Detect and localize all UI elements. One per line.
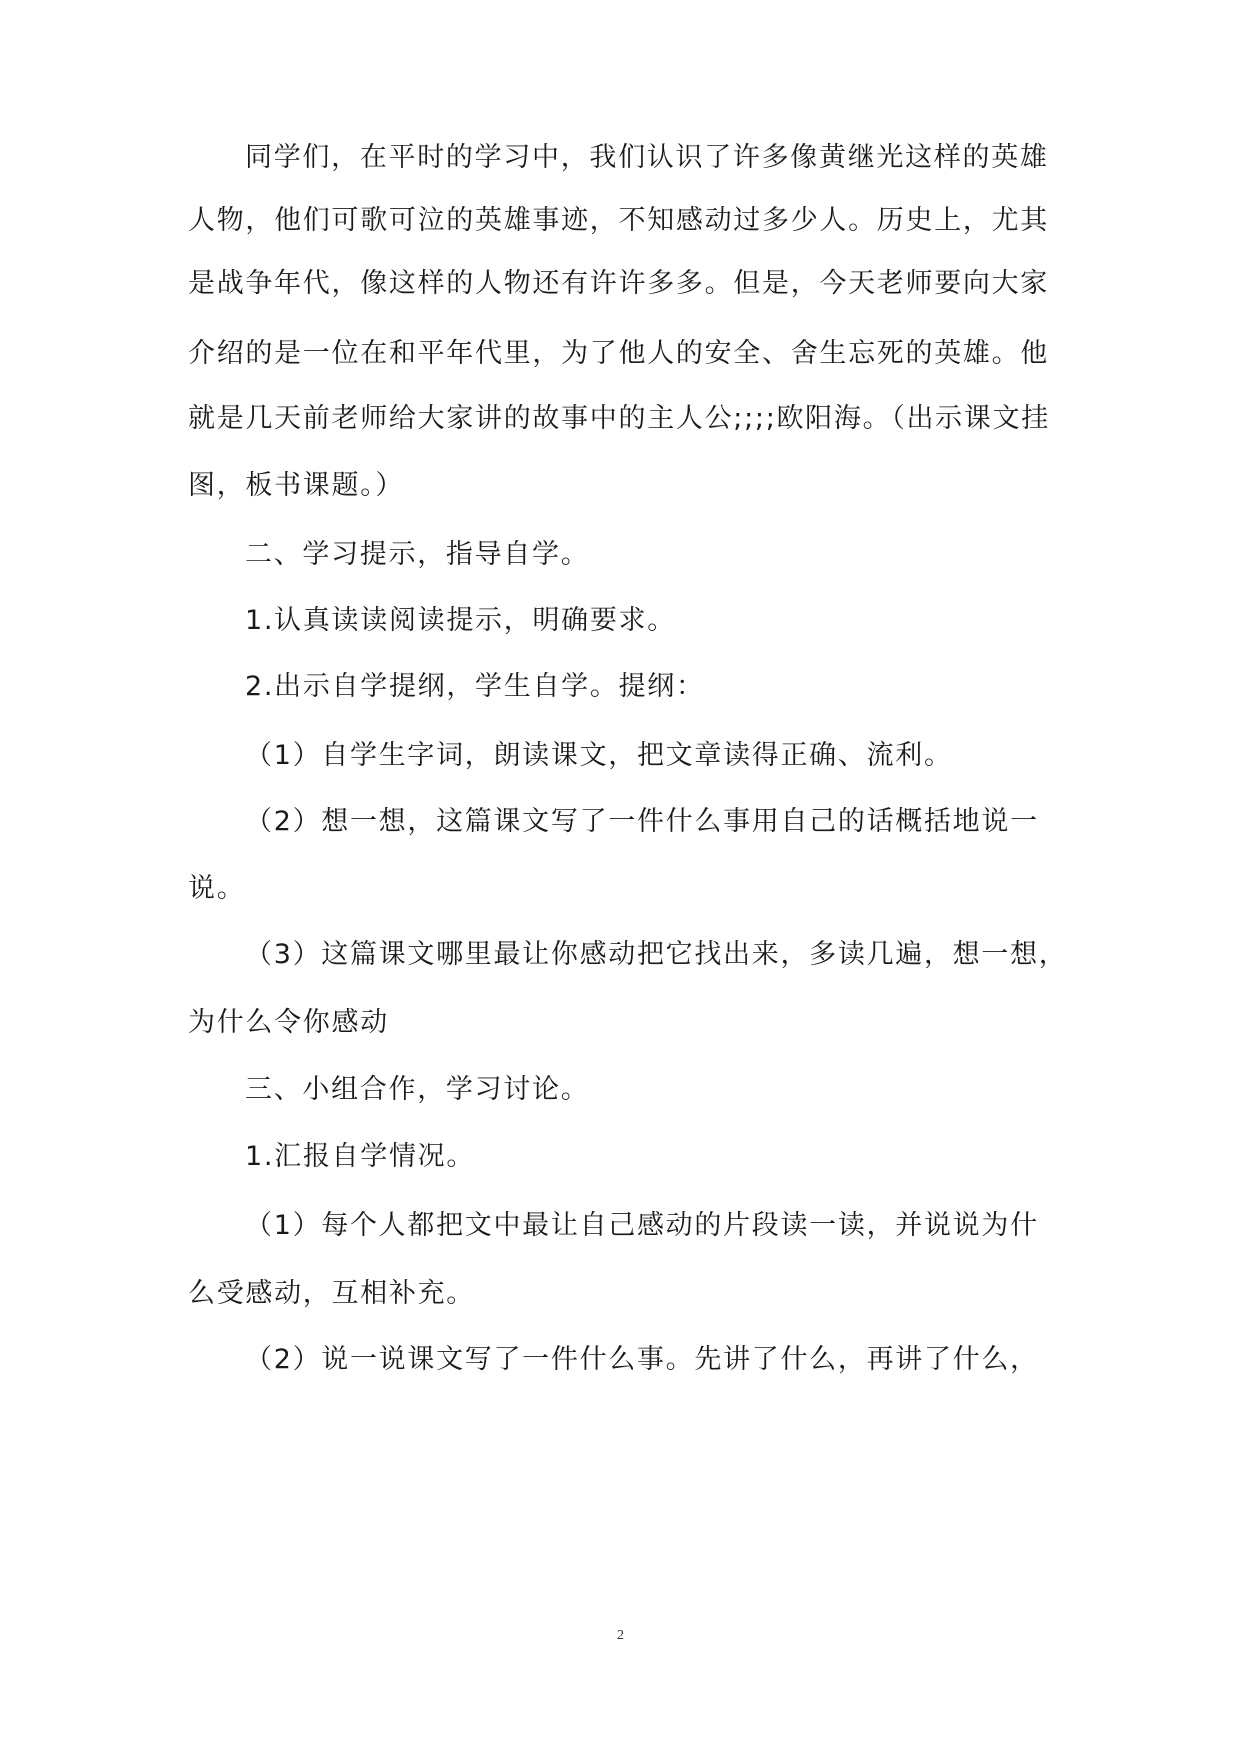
paragraph-line: 么受感动，互相补充。 [188,1278,475,1309]
list-item: 1.汇报自学情况。 [245,1141,476,1172]
list-item: （1）自学生字词，朗读课文，把文章读得正确、流利。 [245,740,953,771]
paragraph-line: 同学们，在平时的学习中，我们认识了许多像黄继光这样的英雄 [245,142,1049,173]
list-item: 1.认真读读阅读提示，明确要求。 [245,605,676,636]
section-heading: 三、小组合作，学习讨论。 [245,1074,590,1105]
paragraph-line: 说。 [188,873,246,904]
paragraph-line: 图，板书课题。） [188,470,405,501]
paragraph-line: 为什么令你感动 [188,1007,389,1038]
list-item: （2）想一想，这篇课文写了一件什么事用自己的话概括地说一 [245,806,1039,837]
list-item: （2）说一说课文写了一件什么事。先讲了什么，再讲了什么， [245,1344,1039,1375]
paragraph-line: 人物，他们可歌可泣的英雄事迹，不知感动过多少人。历史上，尤其 [188,205,1049,236]
list-item: 2.出示自学提纲，学生自学。提纲： [245,671,705,702]
page-number: 2 [617,1628,624,1643]
section-heading: 二、学习提示，指导自学。 [245,539,590,570]
list-item: （3）这篇课文哪里最让你感动把它找出来，多读几遍，想一想， [245,939,1068,970]
paragraph-line: 是战争年代，像这样的人物还有许许多多。但是，今天老师要向大家 [188,268,1049,299]
paragraph-line: 就是几天前老师给大家讲的故事中的主人公;;;;欧阳海。（出示课文挂 [188,403,1050,434]
paragraph-line: 介绍的是一位在和平年代里，为了他人的安全、舍生忘死的英雄。他 [188,338,1049,369]
list-item: （1）每个人都把文中最让自己感动的片段读一读，并说说为什 [245,1210,1039,1241]
